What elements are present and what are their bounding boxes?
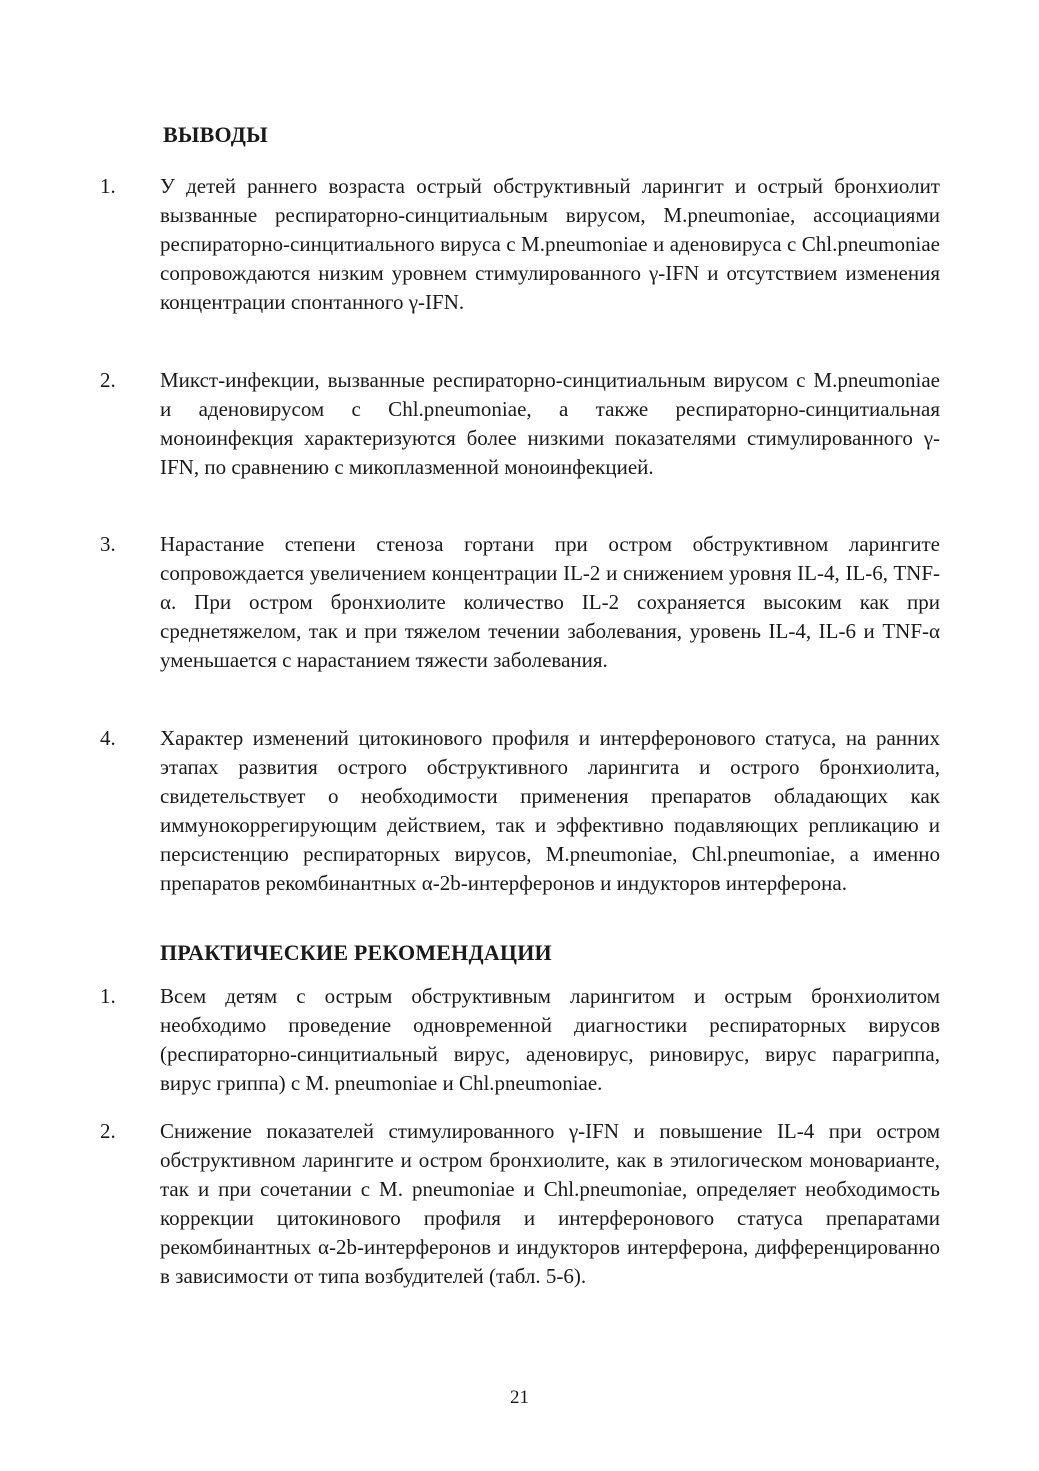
item-number: 1. <box>100 984 116 1008</box>
item-number: 1. <box>100 174 116 198</box>
conclusions-heading: ВЫВОДЫ <box>163 122 268 147</box>
item-number: 2. <box>100 368 116 392</box>
item-text: Всем детям с острым обструктивным ларингитом и острым бронхиолитом необходимо проведение одновременной диагностики респираторных вирусов (респираторно-синцитиальный вирус, аденовирус, риновирус, вирус парагриппа, вирус гриппа) с M. pneumoniae и Chl.pneumoniae. <box>160 984 940 1095</box>
item-text: Снижение показателей стимулированного γ-IFN и повышение IL-4 при остром обструктивном ларингите и остром бронхиолите, как в этилогическом моноварианте, так и при сочетании с M. pneumoniae и Chl.pneumoniae, определяет необходимость коррекции цитокинового профиля и интерферонового статуса препаратами рекомбинантных α-2b-интерферонов и индукторов интерферона, дифференцированно в зависимости от типа возбудителей (табл. 5-6). <box>160 1119 940 1288</box>
item-text: У детей раннего возраста острый обструктивный ларингит и острый бронхиолит вызванные респираторно-синцитиальным вирусом, M.pneumoniae, ассоциациями респираторно-синцитиального вируса с M.pneumoniae и аденовируса с Chl.pneumoniae сопровождаются низким уровнем стимулированного γ-IFN и отсутствием изменения концентрации спонтанного γ-IFN. <box>160 174 940 314</box>
item-text: Микст-инфекции, вызванные респираторно-синцитиальным вирусом с M.pneumoniae и аденовирусом с Chl.pneumoniae, а также респираторно-синцитиальная моноинфекция характеризуются более низкими показателями стимулированного γ-IFN, по сравнению с микоплазменной моноинфекцией. <box>160 368 940 479</box>
item-number: 4. <box>100 726 116 750</box>
recommendations-heading: ПРАКТИЧЕСКИЕ РЕКОМЕНДАЦИИ <box>160 940 552 965</box>
page-number: 21 <box>510 1387 529 1408</box>
item-number: 2. <box>100 1119 116 1143</box>
item-number: 3. <box>100 532 116 556</box>
item-text: Характер изменений цитокинового профиля и интерферонового статуса, на ранних этапах развития острого обструктивного ларингита и острого бронхиолита, свидетельствует о необходимости применения препаратов обладающих как иммунокоррегирующим действием, так и эффективно подавляющих репликацию и персистенцию респираторных вирусов, M.pneumoniae, Chl.pneumoniae, а именно препаратов рекомбинантных α-2b-интерферонов и индукторов интерферона. <box>160 726 940 895</box>
item-text: Нарастание степени стеноза гортани при остром обструктивном ларингите сопровождается увеличением концентрации IL-2 и снижением уровня IL-4, IL-6, TNF-α. При остром бронхиолите количество IL-2 сохраняется высоким как при среднетяжелом, так и при тяжелом течении заболевания, уровень IL-4, IL-6 и TNF-α уменьшается с нарастанием тяжести заболевания. <box>160 532 940 672</box>
